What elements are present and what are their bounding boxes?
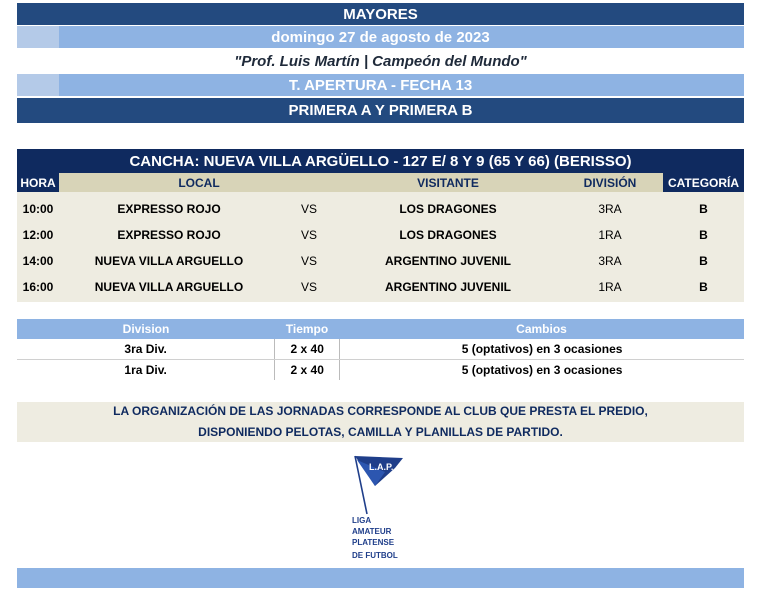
col-cambios: Cambios: [516, 322, 567, 336]
logo-flag-text: L.A.P.: [369, 462, 394, 472]
divisions-title: PRIMERA A Y PRIMERA B: [288, 102, 473, 119]
cell-visitante: ARGENTINO JUVENIL: [384, 254, 511, 268]
cell-categoria: B: [699, 280, 708, 294]
league-logo-icon: [345, 452, 415, 564]
tournament-title: T. APERTURA - FECHA 13: [288, 76, 473, 94]
cell-visitante: ARGENTINO JUVENIL: [384, 280, 511, 294]
table-row: [17, 360, 744, 380]
cell-hora: 10:00: [22, 202, 54, 216]
match-table-body: [17, 192, 744, 302]
category-banner: [17, 3, 744, 25]
cell-tiempo: 2 x 40: [274, 360, 340, 380]
logo-line-4: DE FUTBOL: [352, 551, 398, 560]
date-banner: [17, 26, 744, 48]
venue-header: [17, 149, 744, 173]
cell-hora: 12:00: [22, 228, 54, 242]
category-title: MAYORES: [343, 5, 418, 23]
logo-line-2: AMATEUR: [352, 527, 392, 536]
table-row: [17, 274, 744, 300]
cell-cambios: 5 (optativos) en 3 ocasiones: [461, 363, 623, 377]
cell-vs: VS: [300, 202, 317, 216]
match-table-header: [17, 173, 744, 192]
match-table: [17, 149, 744, 302]
tournament-banner-corner: [17, 74, 59, 96]
dedication-banner: [17, 50, 744, 73]
cell-division: 1RA: [598, 280, 622, 294]
col-visitante: VISITANTE: [339, 173, 557, 192]
cell-local: NUEVA VILLA ARGUELLO: [94, 280, 244, 294]
logo-line-1: LIGA: [352, 516, 372, 525]
date-banner-corner: [17, 26, 59, 48]
cell-vs: VS: [300, 254, 317, 268]
division-table-header: [17, 319, 744, 339]
col-categoria: CATEGORÍA: [663, 173, 744, 192]
cell-local: EXPRESSO ROJO: [117, 228, 221, 242]
cell-division: 3RA: [598, 202, 622, 216]
cell-division: 3RA: [598, 254, 622, 268]
cell-hora: 14:00: [22, 254, 54, 268]
cell-vs: VS: [300, 228, 317, 242]
match-date: domingo 27 de agosto de 2023: [271, 28, 490, 46]
cell-vs: VS: [300, 280, 317, 294]
division-rules-table: [17, 319, 744, 380]
table-row: [17, 339, 744, 360]
cell-categoria: B: [699, 254, 708, 268]
cell-division-name: 3ra Div.: [124, 342, 167, 356]
col-local: LOCAL: [59, 173, 339, 192]
logo-line-3: PLATENSE: [352, 538, 395, 547]
col-division: DIVISIÓN: [557, 173, 663, 192]
venue-title: CANCHA: NUEVA VILLA ARGÜELLO - 127 E/ 8 Y 9 (65 Y 66) (BERISSO): [129, 152, 632, 170]
cell-cambios: 5 (optativos) en 3 ocasiones: [461, 342, 623, 356]
cell-categoria: B: [699, 228, 708, 242]
table-row: [17, 222, 744, 248]
col-tiempo: Tiempo: [285, 322, 329, 336]
cell-tiempo: 2 x 40: [274, 339, 340, 359]
cell-local: EXPRESSO ROJO: [117, 202, 221, 216]
cell-categoria: B: [699, 202, 708, 216]
cell-hora: 16:00: [22, 280, 54, 294]
footer-band: [17, 568, 744, 588]
organization-note: [17, 402, 744, 442]
col-hora: HORA: [17, 173, 59, 192]
note-line-2: DISPONIENDO PELOTAS, CAMILLA Y PLANILLAS DE PARTIDO.: [198, 425, 563, 439]
table-row: [17, 248, 744, 274]
table-row: [17, 196, 744, 222]
divisions-banner: [17, 98, 744, 123]
cell-division-name: 1ra Div.: [124, 363, 167, 377]
tournament-banner: [17, 74, 744, 96]
dedication-text: "Prof. Luis Martín | Campeón del Mundo": [234, 53, 527, 70]
note-line-1: LA ORGANIZACIÓN DE LAS JORNADAS CORRESPONDE AL CLUB QUE PRESTA EL PREDIO,: [113, 404, 648, 418]
col-division-rule: Division: [122, 322, 170, 336]
cell-division: 1RA: [598, 228, 622, 242]
cell-local: NUEVA VILLA ARGUELLO: [94, 254, 244, 268]
cell-visitante: LOS DRAGONES: [399, 228, 497, 242]
cell-visitante: LOS DRAGONES: [399, 202, 497, 216]
